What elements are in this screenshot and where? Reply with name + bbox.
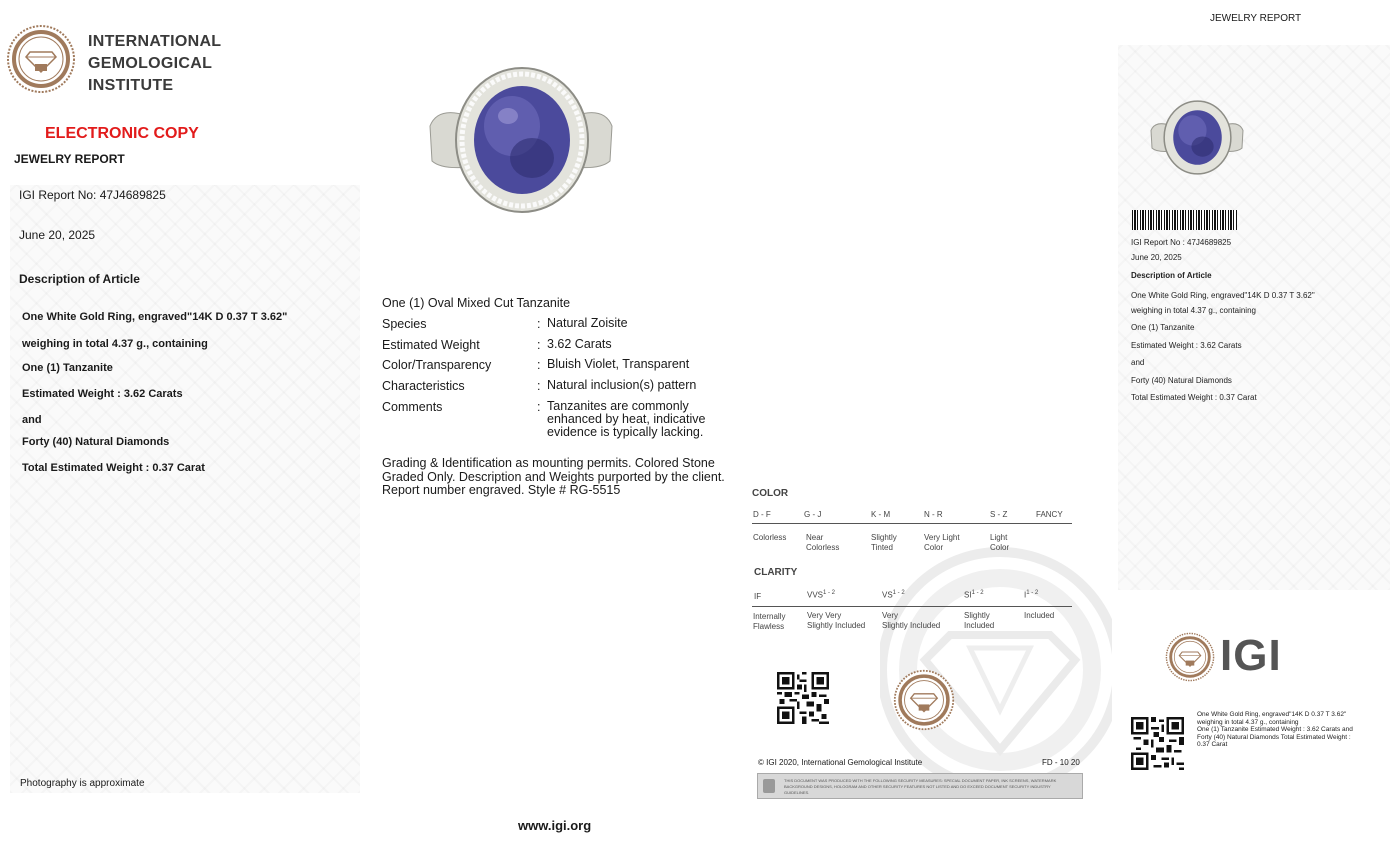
description-line: One White Gold Ring, engraved"14K D 0.37 T 3.62"	[22, 311, 288, 323]
photo-note: Photography is approximate	[20, 778, 145, 789]
color-scale-heading: COLOR	[752, 488, 789, 499]
form-code: FD - 10 20	[1042, 758, 1080, 767]
clarity-scale-divider	[752, 606, 1072, 607]
color-desc	[753, 533, 786, 543]
report-number: IGI Report No: 47J4689825	[19, 188, 166, 202]
detail-value: Natural inclusion(s) pattern	[547, 378, 697, 392]
detail-colon: :	[537, 338, 541, 352]
right-report-date: June 20, 2025	[1131, 253, 1182, 262]
color-desc	[990, 533, 1009, 553]
right-description-line: One (1) Tanzanite	[1131, 323, 1195, 332]
description-line: One (1) Tanzanite	[22, 362, 113, 374]
security-text: THIS DOCUMENT WAS PRODUCED WITH THE FOLLOWING SECURITY MEASURES: SPECIAL DOCUMENT PAPER, INK SCREENS, WATERMARK BACKGROUND DESIGNS, HOLOGRAM AND OTHER SECURITY FEATURES NOT LISTED AND DO EXCEED DOCUMENT SECURITY INDUSTRY GUIDELINES.	[784, 778, 1057, 795]
ring-photo	[428, 66, 614, 216]
summary-line: One (1) Tanzanite Estimated Weight : 3.62 Carats and	[1197, 726, 1353, 733]
clarity-grade-sup: 1 - 2	[1026, 590, 1039, 596]
clarity-desc	[964, 611, 994, 631]
clarity-desc-line: Included	[1024, 611, 1055, 620]
description-line: Estimated Weight : 3.62 Carats	[22, 388, 183, 400]
right-summary	[1197, 711, 1372, 749]
detail-colon: :	[537, 358, 541, 372]
clarity-desc-line: Very	[882, 611, 899, 620]
clarity-desc-line: Flawless	[753, 622, 785, 631]
electronic-copy-label: ELECTRONIC COPY	[45, 125, 199, 142]
right-description-line: Total Estimated Weight : 0.37 Carat	[1131, 393, 1257, 402]
clarity-grade-name: IF	[754, 592, 762, 601]
description-line: Total Estimated Weight : 0.37 Carat	[22, 462, 205, 474]
clarity-grade-name: VS	[882, 590, 893, 600]
detail-label: Species	[382, 317, 427, 331]
right-description-line: Estimated Weight : 3.62 Carats	[1131, 341, 1242, 350]
clarity-scale-heading: CLARITY	[754, 567, 798, 578]
ring-thumbnail	[1150, 98, 1244, 178]
security-strip	[757, 773, 1083, 799]
detail-value: 3.62 Carats	[547, 337, 612, 351]
lock-icon	[763, 779, 775, 793]
clarity-desc-line: Very Very	[807, 611, 842, 620]
stone-details-table	[382, 317, 742, 447]
color-desc-line: Tinted	[871, 543, 893, 552]
color-grade: G - J	[804, 510, 822, 519]
detail-colon: :	[537, 317, 541, 331]
clarity-desc-line: Included	[964, 621, 995, 630]
barcode	[1132, 210, 1237, 230]
clarity-grade-name: I	[1024, 590, 1027, 600]
org-name-line-1: INTERNATIONAL	[88, 33, 222, 50]
description-line: Forty (40) Natural Diamonds	[22, 436, 170, 448]
igi-seal-logo-right	[1165, 632, 1215, 682]
color-grade: S - Z	[990, 510, 1008, 519]
clarity-grade	[882, 590, 905, 600]
detail-label: Comments	[382, 400, 443, 414]
color-desc-line: Slightly	[871, 533, 897, 542]
summary-line: One White Gold Ring, engraved"14K D 0.37 T 3.62"	[1197, 711, 1347, 718]
color-desc	[871, 533, 897, 553]
org-name-line-3: INSTITUTE	[88, 77, 174, 94]
right-description-line: and	[1131, 358, 1145, 367]
summary-line: Forty (40) Natural Diamonds Total Estimated Weight :	[1197, 733, 1351, 741]
color-desc-line: Near	[806, 533, 824, 542]
color-desc-line: Color	[990, 543, 1010, 552]
detail-label: Estimated Weight	[382, 338, 480, 352]
clarity-desc	[807, 611, 865, 631]
right-description-heading: Description of Article	[1131, 271, 1212, 280]
color-grade: FANCY	[1036, 510, 1063, 519]
report-date: June 20, 2025	[19, 228, 96, 242]
color-desc	[806, 533, 839, 553]
color-grade: K - M	[871, 510, 891, 519]
clarity-grade-name: VVS	[807, 590, 824, 600]
color-desc	[924, 533, 960, 553]
detail-value: Tanzanites are commonly enhanced by heat, indicative evidence is typically lacking.	[547, 399, 706, 439]
clarity-desc-line: Slightly Included	[882, 621, 941, 630]
grading-note: Grading & Identification as mounting permits. Colored Stone Graded Only. Description and Weights purported by the client. Report number engraved. Style # RG-5515	[382, 456, 725, 497]
website-link[interactable]: www.igi.org	[518, 818, 592, 833]
detail-colon: :	[537, 400, 541, 414]
right-description-line: One White Gold Ring, engraved"14K D 0.37 T 3.62"	[1131, 291, 1315, 300]
clarity-desc-line: Slightly	[964, 611, 990, 620]
right-description-line: Forty (40) Natural Diamonds	[1131, 376, 1232, 385]
org-name-line-2: GEMOLOGICAL	[88, 55, 213, 72]
detail-label: Characteristics	[382, 379, 465, 393]
copyright-text: © IGI 2020, International Gemological Institute	[758, 758, 923, 767]
stone-title: One (1) Oval Mixed Cut Tanzanite	[382, 296, 571, 310]
clarity-desc	[753, 612, 785, 632]
detail-value: Natural Zoisite	[547, 316, 628, 330]
clarity-grade-sup: 1 - 2	[823, 590, 836, 596]
clarity-desc	[882, 611, 940, 631]
qr-code[interactable]	[777, 672, 829, 724]
color-desc-line: Colorless	[753, 533, 787, 542]
igi-seal-logo-small	[893, 669, 955, 731]
clarity-grade	[964, 590, 984, 600]
detail-label: Color/Transparency	[382, 358, 492, 372]
color-desc-line: Colorless	[806, 543, 840, 552]
description-line: and	[22, 414, 42, 426]
color-grade: D - F	[753, 510, 771, 519]
clarity-grade	[807, 590, 835, 600]
summary-line: weighing in total 4.37 g., containing	[1197, 718, 1299, 726]
summary-line: 0.37 Carat	[1197, 741, 1228, 748]
color-desc-line: Very Light	[924, 533, 960, 542]
org-name	[88, 31, 221, 97]
color-grade: N - R	[924, 510, 943, 519]
right-report-number: IGI Report No : 47J4689825	[1131, 238, 1232, 247]
qr-code-right[interactable]	[1131, 717, 1184, 770]
clarity-grade-name: SI	[964, 590, 972, 600]
color-desc-line: Light	[990, 533, 1008, 542]
description-line: weighing in total 4.37 g., containing	[22, 338, 208, 350]
clarity-grade	[754, 592, 761, 601]
detail-value: Bluish Violet, Transparent	[547, 357, 690, 371]
clarity-desc-line: Internally	[753, 612, 786, 621]
clarity-grade-sup: 1 - 2	[892, 590, 905, 596]
report-type-title: JEWELRY REPORT	[14, 152, 125, 166]
igi-seal-logo	[6, 24, 76, 94]
detail-colon: :	[537, 379, 541, 393]
right-description-line: weighing in total 4.37 g., containing	[1131, 306, 1256, 315]
color-desc-line: Color	[924, 543, 944, 552]
clarity-grade-sup: 1 - 2	[971, 590, 984, 596]
description-heading: Description of Article	[19, 272, 140, 286]
report-type-title-right: JEWELRY REPORT	[1210, 13, 1302, 24]
clarity-grade	[1024, 590, 1038, 600]
clarity-desc	[1024, 611, 1054, 621]
clarity-desc-line: Slightly Included	[807, 621, 866, 630]
color-scale-divider	[752, 523, 1072, 524]
igi-logo-text: IGI	[1220, 631, 1282, 680]
